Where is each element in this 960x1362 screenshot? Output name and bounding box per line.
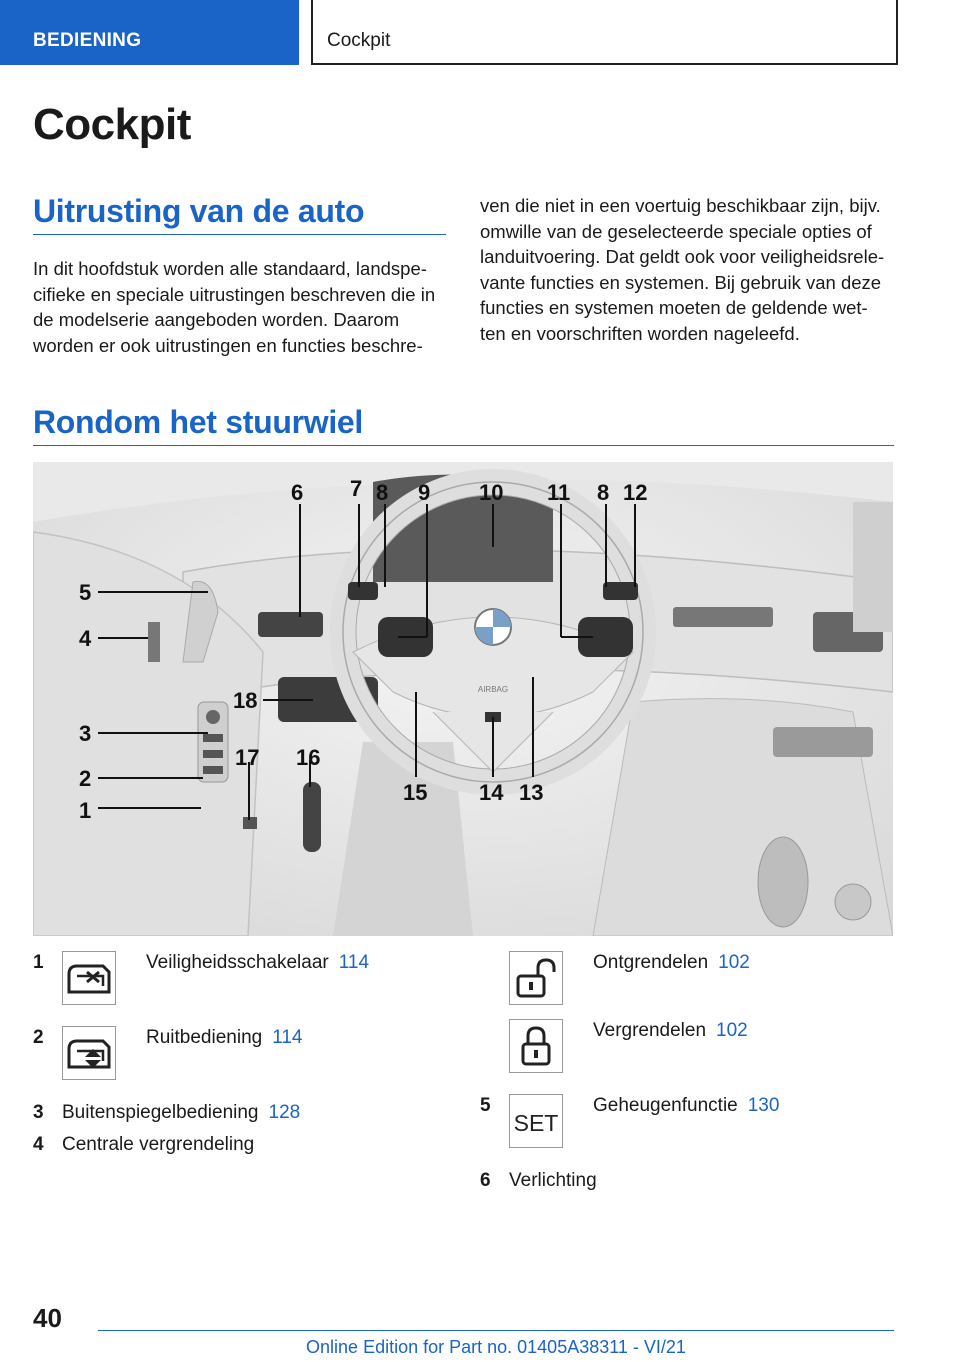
page-ref-link[interactable]: 130: [747, 1095, 780, 1116]
callout-8b: 8: [597, 480, 610, 505]
callout-9: 9: [418, 480, 431, 505]
legend-label: Ruitbediening: [146, 1027, 263, 1048]
callout-6: 6: [291, 480, 304, 505]
page-title: Cockpit: [33, 100, 191, 149]
legend-item-mirror-control: [62, 1102, 300, 1124]
header-chapter-box: [311, 0, 898, 65]
legend-label: Centrale vergrendeling: [62, 1134, 255, 1155]
legend-label: Ontgrendelen: [593, 952, 709, 973]
text-line: worden er ook uitrustingen en functies beschre-: [33, 334, 423, 356]
legend-number: 1: [33, 952, 44, 973]
text-line: omwille van de geselecteerde speciale opties of: [480, 220, 872, 242]
callout-18: 18: [233, 688, 258, 713]
unlock-icon: [509, 951, 563, 1005]
header-chapter-label: Cockpit: [327, 30, 391, 51]
legend-number: 2: [33, 1027, 44, 1048]
callout-3: 3: [79, 721, 92, 746]
header-section-label: BEDIENING: [33, 30, 142, 51]
footer-edition: Online Edition for Part no. 01405A38311 - VI/21: [306, 1337, 686, 1357]
intro-paragraph-right: [480, 193, 900, 346]
text-line: de modelserie aangeboden worden. Daarom: [33, 309, 400, 330]
legend-number: 4: [33, 1134, 44, 1155]
lock-icon: [509, 1019, 563, 1073]
callout-11: 11: [547, 480, 571, 505]
legend-item-lighting: [509, 1170, 597, 1192]
legend-item-safety-switch: [146, 952, 369, 974]
legend-label: Buitenspiegelbediening: [62, 1102, 259, 1123]
text-line: ten en voorschriften worden nageleefd.: [480, 322, 800, 344]
legend-number: 5: [480, 1095, 491, 1116]
airbag-label: AIRBAG: [477, 685, 509, 694]
intro-paragraph-left: [33, 256, 453, 358]
callout-12: 12: [623, 480, 648, 505]
legend-label: Verlichting: [509, 1170, 597, 1191]
legend-item-memory: [593, 1095, 779, 1117]
section-rule: [33, 234, 446, 235]
callout-5: 5: [79, 580, 92, 605]
text-line: vante functies en systemen. Bij gebruik van deze: [480, 271, 882, 293]
page-ref-link[interactable]: 114: [272, 1027, 303, 1048]
cockpit-illustration: [33, 462, 893, 936]
callout-4: 4: [79, 626, 92, 651]
legend-number: 3: [33, 1102, 44, 1123]
callout-15: 15: [403, 780, 428, 805]
callout-8: 8: [376, 480, 389, 505]
callout-7: 7: [350, 476, 363, 501]
section-heading-equipment: Uitrusting van de auto: [33, 193, 365, 229]
legend-item-central-locking: [62, 1134, 254, 1156]
window-control-icon: [62, 1026, 116, 1080]
callout-17: 17: [235, 745, 260, 770]
footer-rule: [98, 1330, 894, 1331]
page-ref-link[interactable]: 102: [718, 952, 750, 973]
text-line: In dit hoofdstuk worden alle standaard, landspe-: [33, 258, 427, 279]
callout-13: 13: [519, 780, 544, 805]
legend-label: Geheugenfunctie: [593, 1095, 738, 1116]
callout-1: 1: [79, 798, 92, 823]
legend-item-lock: [593, 1020, 748, 1042]
legend-number: 6: [480, 1170, 491, 1191]
callout-2: 2: [79, 766, 92, 791]
legend-label: Vergrendelen: [593, 1020, 707, 1041]
header-section-tab: [0, 0, 299, 65]
section-rule: [33, 445, 894, 446]
text-line: functies en systemen moeten de geldende wet-: [480, 297, 868, 318]
page-number: 40: [33, 1303, 62, 1333]
callout-10: 10: [479, 480, 504, 505]
safety-switch-icon: [62, 951, 116, 1005]
legend-item-window-control: [146, 1027, 303, 1049]
text-line: cifieke en speciale uitrustingen beschreven die in: [33, 283, 436, 305]
text-line: ven die niet in een voertuig beschikbaar zijn, bijv.: [480, 195, 881, 216]
callout-14: 14: [479, 780, 504, 805]
text-line: landuitvoering. Dat geldt ook voor veiligheidsrele-: [480, 246, 885, 267]
callout-16: 16: [296, 745, 321, 770]
legend-label: Veiligheidsschakelaar: [146, 952, 329, 973]
legend-item-unlock: [593, 952, 750, 974]
page-ref-link[interactable]: 114: [338, 952, 370, 973]
set-icon-text: SET: [513, 1110, 559, 1136]
set-memory-icon: [509, 1094, 563, 1148]
section-heading-steering-wheel: Rondom het stuurwiel: [33, 404, 364, 440]
page-ref-link[interactable]: 128: [268, 1102, 301, 1123]
page-ref-link[interactable]: 102: [716, 1020, 748, 1041]
